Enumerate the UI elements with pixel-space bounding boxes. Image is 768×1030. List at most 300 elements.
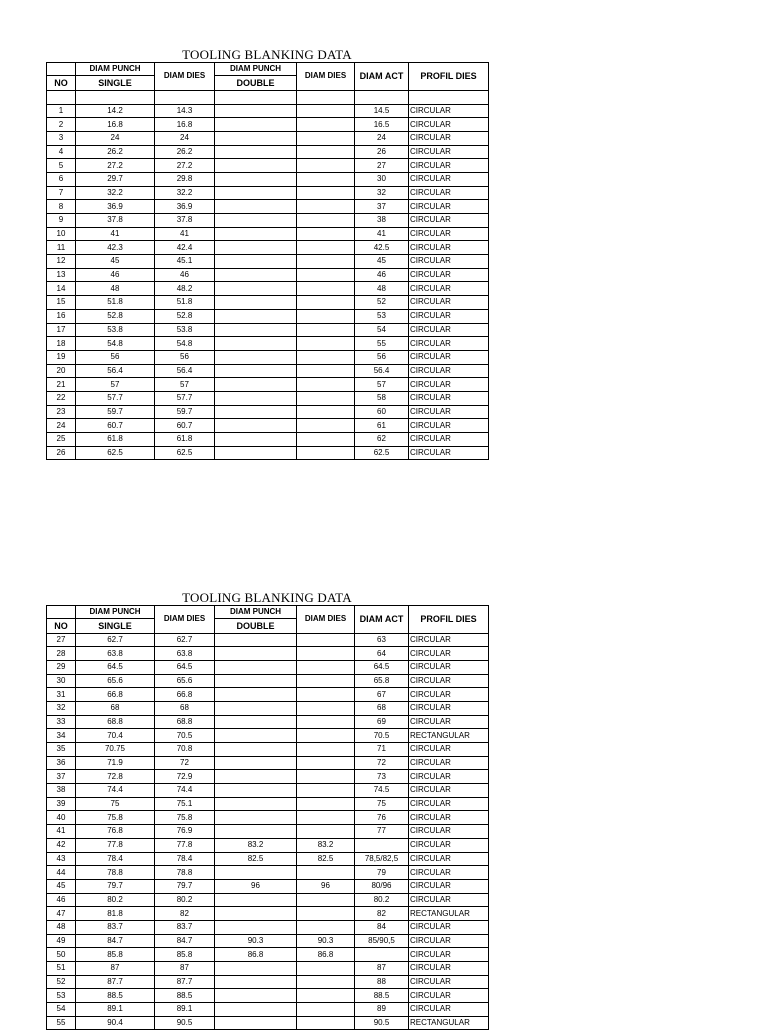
cell-diam-dies: 68: [155, 701, 215, 715]
cell-diam-act: 56.4: [355, 364, 409, 378]
cell-no: 23: [47, 405, 76, 419]
cell-profil-dies: CIRCULAR: [409, 660, 489, 674]
cell-punch-double: [215, 770, 297, 784]
header-diam-punch-single: DIAM PUNCH: [76, 606, 155, 619]
cell-diam-dies-2: [297, 770, 355, 784]
header-diam-act: DIAM ACT: [355, 63, 409, 91]
cell-profil-dies: CIRCULAR: [409, 118, 489, 132]
cell-diam-dies-2: [297, 378, 355, 392]
header-double: DOUBLE: [215, 619, 297, 634]
cell-punch-single: 65.6: [76, 674, 155, 688]
cell-no: 24: [47, 419, 76, 433]
cell-diam-dies-2: [297, 268, 355, 282]
cell-diam-dies: 52.8: [155, 309, 215, 323]
cell-diam-dies-2: [297, 227, 355, 241]
cell-diam-dies: 88.5: [155, 989, 215, 1003]
table-row: [47, 255, 489, 269]
cell-diam-act: 87: [355, 962, 409, 976]
cell-profil-dies: RECTANGULAR: [409, 1016, 489, 1029]
cell-no: 16: [47, 309, 76, 323]
table-row: [47, 241, 489, 255]
table-row: [47, 268, 489, 282]
cell-diam-dies: 64.5: [155, 660, 215, 674]
cell-no: 38: [47, 784, 76, 798]
cell-diam-dies: 26.2: [155, 145, 215, 159]
cell-punch-double: [215, 391, 297, 405]
cell-diam-act: 48: [355, 282, 409, 296]
header-single: SINGLE: [76, 76, 155, 91]
cell-profil-dies: CIRCULAR: [409, 200, 489, 214]
cell-punch-single: 88.5: [76, 989, 155, 1003]
cell-punch-single: 81.8: [76, 907, 155, 921]
table-row: [47, 907, 489, 921]
cell-profil-dies: CIRCULAR: [409, 104, 489, 118]
table-row: [47, 893, 489, 907]
cell-diam-dies-2: [297, 405, 355, 419]
cell-punch-double: [215, 282, 297, 296]
cell-profil-dies: CIRCULAR: [409, 962, 489, 976]
cell-no: 14: [47, 282, 76, 296]
cell-diam-dies: 72.9: [155, 770, 215, 784]
cell-punch-single: 66.8: [76, 688, 155, 702]
cell-diam-dies: 68.8: [155, 715, 215, 729]
cell-diam-act: 80.2: [355, 893, 409, 907]
table-row: [47, 797, 489, 811]
cell-diam-dies: 41: [155, 227, 215, 241]
cell-diam-dies: 59.7: [155, 405, 215, 419]
cell-diam-dies-2: [297, 172, 355, 186]
cell-punch-double: 96: [215, 879, 297, 893]
cell-profil-dies: CIRCULAR: [409, 241, 489, 255]
cell-diam-dies-2: [297, 145, 355, 159]
cell-diam-act: 70.5: [355, 729, 409, 743]
table-row: [47, 743, 489, 757]
cell-diam-dies-2: [297, 1016, 355, 1029]
cell-diam-act: 53: [355, 309, 409, 323]
cell-diam-dies: 48.2: [155, 282, 215, 296]
table-row: [47, 825, 489, 839]
cell-diam-dies: 65.6: [155, 674, 215, 688]
cell-punch-double: [215, 784, 297, 798]
cell-diam-dies: 90.5: [155, 1016, 215, 1029]
spacer-cell: [409, 90, 489, 104]
cell-punch-single: 77.8: [76, 838, 155, 852]
cell-diam-dies: 51.8: [155, 296, 215, 310]
cell-diam-act: 85/90,5: [355, 934, 409, 948]
cell-diam-dies-2: [297, 989, 355, 1003]
cell-diam-act: 72: [355, 756, 409, 770]
cell-diam-dies-2: [297, 866, 355, 880]
cell-punch-single: 62.5: [76, 446, 155, 460]
cell-diam-act: 52: [355, 296, 409, 310]
cell-no: 55: [47, 1016, 76, 1029]
cell-diam-dies: 32.2: [155, 186, 215, 200]
cell-no: 22: [47, 391, 76, 405]
cell-punch-single: 89.1: [76, 1003, 155, 1017]
cell-no: 4: [47, 145, 76, 159]
cell-diam-dies: 75.8: [155, 811, 215, 825]
cell-punch-double: [215, 688, 297, 702]
cell-punch-single: 41: [76, 227, 155, 241]
table-row: [47, 1003, 489, 1017]
cell-no: 21: [47, 378, 76, 392]
cell-diam-dies: 70.5: [155, 729, 215, 743]
cell-diam-dies-2: [297, 907, 355, 921]
cell-profil-dies: CIRCULAR: [409, 701, 489, 715]
cell-diam-act: 16.5: [355, 118, 409, 132]
cell-no: 36: [47, 756, 76, 770]
table-row: [47, 756, 489, 770]
cell-no: 45: [47, 879, 76, 893]
table-row: [47, 227, 489, 241]
cell-punch-double: [215, 337, 297, 351]
cell-profil-dies: CIRCULAR: [409, 989, 489, 1003]
cell-punch-single: 90.4: [76, 1016, 155, 1029]
spacer-cell: [47, 90, 76, 104]
cell-punch-single: 52.8: [76, 309, 155, 323]
cell-punch-single: 51.8: [76, 296, 155, 310]
cell-no: 18: [47, 337, 76, 351]
cell-punch-double: [215, 118, 297, 132]
cell-diam-dies-2: [297, 688, 355, 702]
cell-profil-dies: CIRCULAR: [409, 405, 489, 419]
cell-diam-dies-2: [297, 309, 355, 323]
cell-punch-single: 76.8: [76, 825, 155, 839]
table-row: [47, 145, 489, 159]
cell-diam-dies: 63.8: [155, 647, 215, 661]
cell-punch-double: [215, 172, 297, 186]
cell-diam-act: 56: [355, 350, 409, 364]
table-row: [47, 1016, 489, 1029]
cell-punch-double: [215, 268, 297, 282]
cell-punch-double: [215, 364, 297, 378]
cell-no: 29: [47, 660, 76, 674]
table-row: [47, 989, 489, 1003]
cell-profil-dies: CIRCULAR: [409, 975, 489, 989]
header-diam-act: DIAM ACT: [355, 606, 409, 634]
cell-profil-dies: CIRCULAR: [409, 920, 489, 934]
cell-punch-double: [215, 907, 297, 921]
table-row: [47, 104, 489, 118]
cell-diam-dies-2: [297, 633, 355, 647]
spacer-cell: [215, 90, 297, 104]
cell-no: 54: [47, 1003, 76, 1017]
cell-diam-act: 46: [355, 268, 409, 282]
cell-punch-single: 80.2: [76, 893, 155, 907]
cell-no: 15: [47, 296, 76, 310]
cell-diam-act: 26: [355, 145, 409, 159]
cell-punch-double: [215, 920, 297, 934]
cell-profil-dies: CIRCULAR: [409, 255, 489, 269]
cell-diam-act: 41: [355, 227, 409, 241]
cell-punch-double: [215, 186, 297, 200]
cell-diam-dies: 78.8: [155, 866, 215, 880]
cell-punch-single: 32.2: [76, 186, 155, 200]
cell-profil-dies: CIRCULAR: [409, 797, 489, 811]
cell-punch-single: 84.7: [76, 934, 155, 948]
cell-diam-act: 82: [355, 907, 409, 921]
cell-diam-dies-2: [297, 784, 355, 798]
cell-punch-single: 75: [76, 797, 155, 811]
cell-punch-double: [215, 227, 297, 241]
cell-diam-dies: 27.2: [155, 159, 215, 173]
cell-diam-dies-2: [297, 391, 355, 405]
cell-punch-double: [215, 323, 297, 337]
header-diam-dies: DIAM DIES: [155, 606, 215, 634]
cell-diam-dies-2: [297, 159, 355, 173]
cell-diam-act: 74.5: [355, 784, 409, 798]
cell-punch-double: [215, 743, 297, 757]
table-row: [47, 419, 489, 433]
cell-diam-dies-2: [297, 433, 355, 447]
cell-diam-act: 30: [355, 172, 409, 186]
cell-punch-single: 72.8: [76, 770, 155, 784]
cell-punch-double: [215, 893, 297, 907]
cell-profil-dies: CIRCULAR: [409, 852, 489, 866]
table-row: [47, 674, 489, 688]
cell-diam-dies-2: [297, 920, 355, 934]
header-diam-punch-double: DIAM PUNCH: [215, 606, 297, 619]
cell-diam-dies-2: [297, 131, 355, 145]
cell-diam-dies: 53.8: [155, 323, 215, 337]
header-diam-punch-double: DIAM PUNCH: [215, 63, 297, 76]
cell-diam-dies-2: [297, 674, 355, 688]
cell-no: 11: [47, 241, 76, 255]
cell-diam-dies-2: [297, 797, 355, 811]
cell-punch-double: [215, 811, 297, 825]
cell-diam-act: 69: [355, 715, 409, 729]
cell-profil-dies: CIRCULAR: [409, 688, 489, 702]
cell-punch-double: [215, 350, 297, 364]
cell-no: 30: [47, 674, 76, 688]
cell-diam-act: 58: [355, 391, 409, 405]
cell-profil-dies: CIRCULAR: [409, 323, 489, 337]
table-row: [47, 433, 489, 447]
cell-punch-double: [215, 405, 297, 419]
header-single: SINGLE: [76, 619, 155, 634]
cell-punch-single: 26.2: [76, 145, 155, 159]
spacer-cell: [355, 90, 409, 104]
table-row: [47, 131, 489, 145]
cell-no: 25: [47, 433, 76, 447]
cell-profil-dies: CIRCULAR: [409, 934, 489, 948]
cell-punch-single: 68.8: [76, 715, 155, 729]
cell-punch-single: 79.7: [76, 879, 155, 893]
cell-no: 17: [47, 323, 76, 337]
cell-profil-dies: CIRCULAR: [409, 948, 489, 962]
cell-profil-dies: CIRCULAR: [409, 647, 489, 661]
cell-diam-act: 61: [355, 419, 409, 433]
cell-diam-dies: 76.9: [155, 825, 215, 839]
cell-no: 20: [47, 364, 76, 378]
cell-diam-act: 84: [355, 920, 409, 934]
cell-no: 49: [47, 934, 76, 948]
cell-diam-dies: 87: [155, 962, 215, 976]
table-row: [47, 323, 489, 337]
cell-punch-double: [215, 309, 297, 323]
header-double: DOUBLE: [215, 76, 297, 91]
cell-punch-single: 74.4: [76, 784, 155, 798]
cell-no: 6: [47, 172, 76, 186]
cell-diam-dies: 72: [155, 756, 215, 770]
cell-punch-single: 29.7: [76, 172, 155, 186]
table-row: [47, 852, 489, 866]
cell-punch-double: [215, 674, 297, 688]
cell-no: 31: [47, 688, 76, 702]
cell-punch-double: 90.3: [215, 934, 297, 948]
cell-diam-act: 60: [355, 405, 409, 419]
cell-punch-double: [215, 255, 297, 269]
cell-profil-dies: CIRCULAR: [409, 866, 489, 880]
cell-punch-double: [215, 1003, 297, 1017]
cell-diam-dies-2: [297, 118, 355, 132]
cell-diam-dies-2: [297, 975, 355, 989]
cell-punch-single: 87.7: [76, 975, 155, 989]
cell-punch-single: 70.4: [76, 729, 155, 743]
cell-punch-single: 16.8: [76, 118, 155, 132]
cell-diam-dies-2: [297, 323, 355, 337]
cell-diam-dies-2: [297, 296, 355, 310]
header-no-blank: [47, 606, 76, 619]
cell-punch-double: [215, 378, 297, 392]
cell-diam-dies: 24: [155, 131, 215, 145]
cell-diam-dies-2: 90.3: [297, 934, 355, 948]
cell-no: 53: [47, 989, 76, 1003]
cell-diam-dies: 84.7: [155, 934, 215, 948]
cell-profil-dies: CIRCULAR: [409, 879, 489, 893]
table-row: [47, 186, 489, 200]
cell-no: 27: [47, 633, 76, 647]
cell-diam-act: 88.5: [355, 989, 409, 1003]
cell-diam-dies-2: [297, 186, 355, 200]
cell-punch-double: [215, 701, 297, 715]
table-row: [47, 688, 489, 702]
cell-diam-dies-2: [297, 1003, 355, 1017]
table-row: [47, 633, 489, 647]
cell-diam-dies: 14.3: [155, 104, 215, 118]
cell-diam-act: 42.5: [355, 241, 409, 255]
cell-punch-single: 64.5: [76, 660, 155, 674]
table-row: [47, 770, 489, 784]
cell-no: 32: [47, 701, 76, 715]
cell-diam-dies: 36.9: [155, 200, 215, 214]
cell-no: 51: [47, 962, 76, 976]
cell-punch-single: 85.8: [76, 948, 155, 962]
cell-profil-dies: CIRCULAR: [409, 825, 489, 839]
cell-no: 35: [47, 743, 76, 757]
cell-diam-act: 14.5: [355, 104, 409, 118]
cell-punch-single: 60.7: [76, 419, 155, 433]
cell-diam-dies-2: [297, 743, 355, 757]
table-row: [47, 391, 489, 405]
cell-no: 47: [47, 907, 76, 921]
cell-punch-double: [215, 145, 297, 159]
cell-profil-dies: CIRCULAR: [409, 893, 489, 907]
cell-diam-dies: 78.4: [155, 852, 215, 866]
cell-punch-single: 63.8: [76, 647, 155, 661]
cell-punch-single: 62.7: [76, 633, 155, 647]
cell-diam-dies: 82: [155, 907, 215, 921]
cell-diam-dies-2: [297, 811, 355, 825]
cell-diam-dies-2: [297, 337, 355, 351]
cell-punch-single: 36.9: [76, 200, 155, 214]
table-row: [47, 866, 489, 880]
cell-diam-dies-2: [297, 200, 355, 214]
cell-profil-dies: CIRCULAR: [409, 172, 489, 186]
table-row: [47, 701, 489, 715]
cell-punch-single: 57: [76, 378, 155, 392]
table-row: [47, 975, 489, 989]
cell-profil-dies: CIRCULAR: [409, 214, 489, 228]
cell-no: 9: [47, 214, 76, 228]
table-row: [47, 296, 489, 310]
cell-no: 3: [47, 131, 76, 145]
table-row: [47, 660, 489, 674]
cell-profil-dies: CIRCULAR: [409, 378, 489, 392]
cell-diam-act: [355, 948, 409, 962]
header-no: NO: [47, 76, 76, 91]
table-row: [47, 948, 489, 962]
cell-no: 50: [47, 948, 76, 962]
cell-diam-act: 68: [355, 701, 409, 715]
cell-no: 1: [47, 104, 76, 118]
cell-punch-single: 14.2: [76, 104, 155, 118]
cell-punch-single: 70.75: [76, 743, 155, 757]
cell-no: 42: [47, 838, 76, 852]
cell-punch-double: [215, 989, 297, 1003]
cell-no: 28: [47, 647, 76, 661]
cell-no: 19: [47, 350, 76, 364]
cell-diam-dies: 46: [155, 268, 215, 282]
header-profil-dies: PROFIL DIES: [409, 63, 489, 91]
cell-punch-double: [215, 715, 297, 729]
header-no: NO: [47, 619, 76, 634]
cell-no: 10: [47, 227, 76, 241]
cell-diam-act: 62: [355, 433, 409, 447]
cell-no: 37: [47, 770, 76, 784]
tooling-table-2: [46, 605, 489, 1030]
spacer-cell: [155, 90, 215, 104]
cell-punch-double: [215, 446, 297, 460]
table-row: [47, 309, 489, 323]
cell-diam-dies-2: [297, 647, 355, 661]
cell-punch-single: 42.3: [76, 241, 155, 255]
cell-punch-double: [215, 1016, 297, 1029]
cell-no: 48: [47, 920, 76, 934]
cell-punch-double: [215, 647, 297, 661]
cell-punch-single: 56: [76, 350, 155, 364]
cell-profil-dies: CIRCULAR: [409, 743, 489, 757]
cell-diam-dies: 83.7: [155, 920, 215, 934]
cell-diam-dies-2: [297, 419, 355, 433]
cell-diam-dies: 16.8: [155, 118, 215, 132]
cell-diam-act: 63: [355, 633, 409, 647]
cell-diam-act: 73: [355, 770, 409, 784]
table-row: [47, 378, 489, 392]
cell-profil-dies: CIRCULAR: [409, 391, 489, 405]
cell-diam-act: 77: [355, 825, 409, 839]
cell-diam-dies-2: [297, 893, 355, 907]
table-row: [47, 118, 489, 132]
table-title: TOOLING BLANKING DATA: [182, 47, 352, 62]
cell-punch-single: 71.9: [76, 756, 155, 770]
cell-diam-dies: 56.4: [155, 364, 215, 378]
cell-punch-double: [215, 866, 297, 880]
cell-diam-act: 71: [355, 743, 409, 757]
cell-punch-single: 46: [76, 268, 155, 282]
header-diam-punch-single: DIAM PUNCH: [76, 63, 155, 76]
cell-profil-dies: CIRCULAR: [409, 674, 489, 688]
